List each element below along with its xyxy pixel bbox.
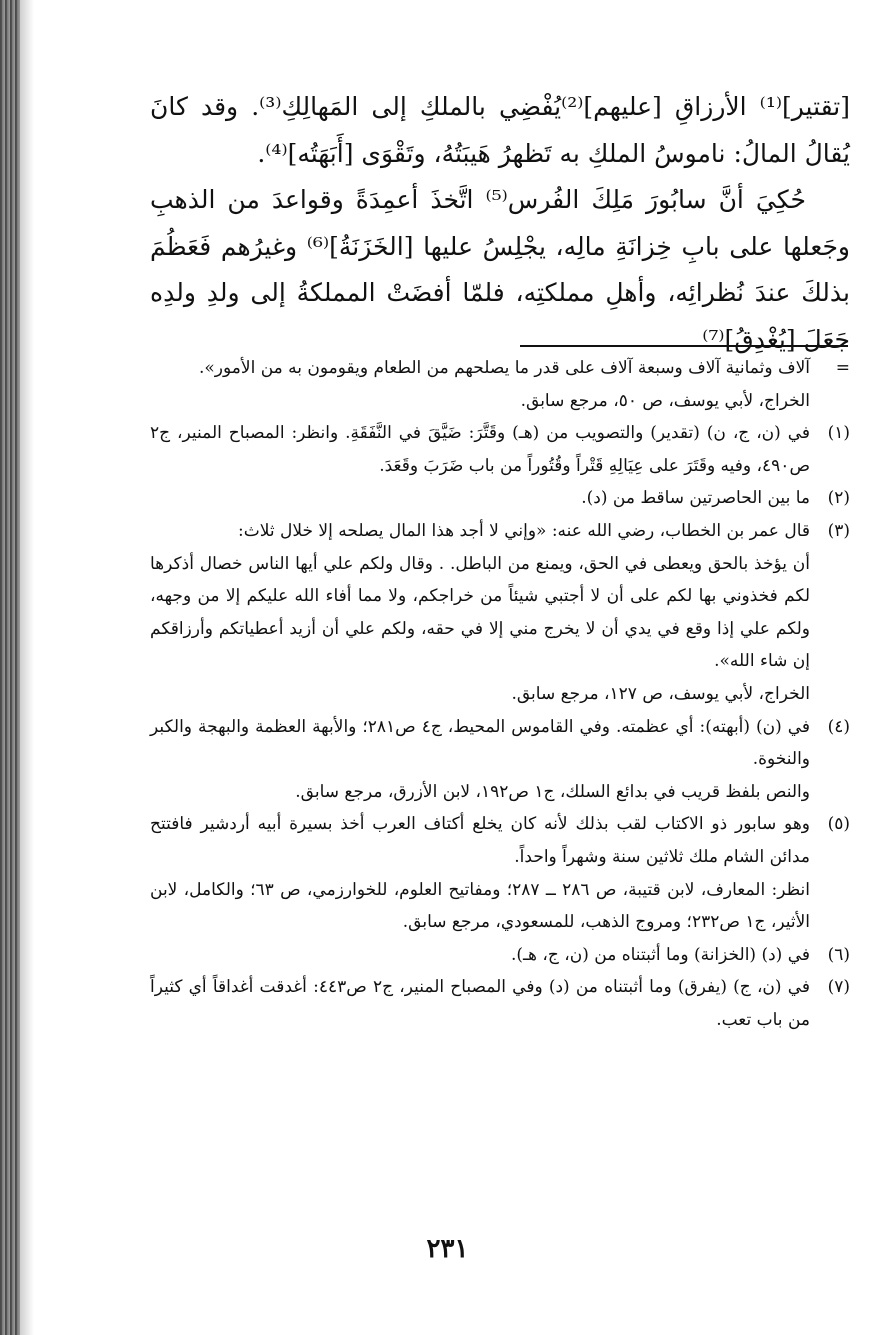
footnote-paragraph: في (ن) (أبهته): أي عظمته. وفي القاموس المحيط، ج٤ ص٢٨١؛ والأبهة العظمة والبهجة والكبر والنخوة. bbox=[150, 716, 811, 770]
footnote-paragraph: انظر: المعارف، لابن قتيبة، ص ٢٨٦ ــ ٢٨٧؛ ومفاتيح العلوم، للخوارزمي، ص ٦٣؛ والكامل، لابن الأثير، ج١ ص٢٣٢؛ ومروج الذهب، للمسعودي، مرجع سابق. bbox=[150, 879, 810, 933]
footnote-mark: (٢) bbox=[827, 488, 850, 509]
page-number: ٢٣١ bbox=[426, 1234, 469, 1264]
binding-shadow bbox=[20, 0, 34, 1335]
footnote-body bbox=[150, 352, 810, 417]
footnote-body bbox=[150, 515, 810, 711]
footnote-paragraph: الخراج، لأبي يوسف، ص ٥٠، مرجع سابق. bbox=[520, 390, 810, 411]
footnote-mark: (٦) bbox=[827, 944, 850, 965]
footnote-paragraph: أن يؤخذ بالحق ويعطى في الحق، ويمنع من الباطل. . وقال ولكم علي أيها الناس خصال أذكرها لكم فخذوني بها لكم على أن لا أجتبي شيئاً من خراجكم، ولا مما أفاء الله عليكم إلا من وجهه، ولكم علي إذا وقع في يدي أن لا يخرج مني إلا في حقه، ولكم علي أن أزيد أعطياتكم وأرزاقكم إن شاء الله». bbox=[150, 553, 810, 672]
footnote-mark: (١) bbox=[827, 423, 850, 444]
footnote-5 bbox=[150, 808, 850, 938]
footnote-body bbox=[150, 482, 810, 515]
main-paragraph-2: حُكِيَ أنَّ سابُورَ مَلِكَ الفُرس⁽⁵⁾ اتَّخذَ أعمِدَةً وقواعدَ من الذهبِ وجَعلها على بابِ خِزانَةِ مالِه، يجْلِسُ عليها [الخَزَنَةُ]⁽⁶⁾ وغيرُهم فَعَظُمَ بذلكَ عندَ نُظرائِه، وأهلِ مملكتِه، فلمّا أفضَتْ المملكةُ إلى ولدِ ولدِه جَعَلَ [يُغْدِقُ]⁽⁷⁾ bbox=[150, 185, 850, 354]
footnote-paragraph: في (ن، ج، ن) (تقدير) والتصويب من (هـ) وقَتَّرَ: ضَيَّقَ في النَّفَقَةِ. وانظر: المصباح المنير، ج٢ ص٤٩٠، وفيه وقَتَرَ على عِيَالِهِ قَتْراً وقُتُوراً من باب ضَرَبَ وقَعَدَ. bbox=[150, 423, 810, 476]
footnote-mark: (٥) bbox=[827, 814, 850, 835]
main-text-block bbox=[150, 84, 850, 363]
footnote-continuation bbox=[150, 352, 850, 417]
footnote-paragraph: وهو سابور ذو الاكتاب لقب بذلك لأنه كان يخلع أكتاف العرب أخذ بسيرة أبيه أردشير فافتتح مدائن الشام ملك ثلاثين سنة وشهراً واحداً. bbox=[150, 814, 810, 867]
footnote-2 bbox=[150, 482, 850, 515]
footnotes-block bbox=[150, 352, 850, 1036]
footnote-paragraph: ما بين الحاصرتين ساقط من (د). bbox=[581, 488, 810, 509]
footnote-body bbox=[150, 711, 810, 809]
footnote-3 bbox=[150, 515, 850, 711]
footnote-body bbox=[150, 939, 810, 972]
footnote-4 bbox=[150, 711, 850, 809]
footnote-body bbox=[150, 417, 810, 482]
footnote-mark: (٧) bbox=[827, 977, 850, 998]
main-paragraph-1: [تقتير]⁽¹⁾ الأرزاقِ [عليهم]⁽²⁾يُفْضِي بالملكِ إلى المَهالِكِ⁽³⁾. وقد كانَ يُقالُ المالُ: ناموسُ الملكِ به تَظهرُ هَيبَتُهُ، وتَقْوَى [أَبَهَتُه]⁽⁴⁾. bbox=[150, 92, 850, 168]
footnote-paragraph: آلاف وثمانية آلاف وسبعة آلاف على قدر ما يصلحهم من الطعام ويقومون به من الأمور». bbox=[198, 358, 810, 378]
footnote-paragraph: الخراج، لأبي يوسف، ص ١٢٧، مرجع سابق. bbox=[511, 683, 810, 704]
footnote-mark: = bbox=[835, 358, 850, 378]
book-binding-edge bbox=[0, 0, 20, 1335]
footnote-mark: (٤) bbox=[827, 716, 850, 737]
footnote-6 bbox=[150, 939, 850, 972]
footnote-paragraph: في (ن، ج) (يفرق) وما أثبتناه من (د) وفي المصباح المنير، ج٢ ص٤٤٣: أغدقت أغداقاً أي كثيراً من باب تعب. bbox=[150, 977, 811, 1030]
footnote-1 bbox=[150, 417, 850, 482]
footnote-mark: (٣) bbox=[827, 520, 850, 541]
footnote-body bbox=[150, 808, 810, 938]
footnote-separator-rule bbox=[520, 345, 848, 347]
footnote-paragraph: والنص بلفظ قريب في بدائع السلك، ج١ ص١٩٢، لابن الأزرق، مرجع سابق. bbox=[295, 781, 810, 802]
footnote-paragraph: قال عمر بن الخطاب، رضي الله عنه: «وإني لا أجد هذا المال يصلحه إلا خلال ثلاث: bbox=[238, 520, 810, 541]
footnote-paragraph: في (د) (الخزانة) وما أثبتناه من (ن، ج، هـ). bbox=[511, 944, 810, 965]
footnote-body bbox=[150, 971, 810, 1036]
footnote-7 bbox=[150, 971, 850, 1036]
